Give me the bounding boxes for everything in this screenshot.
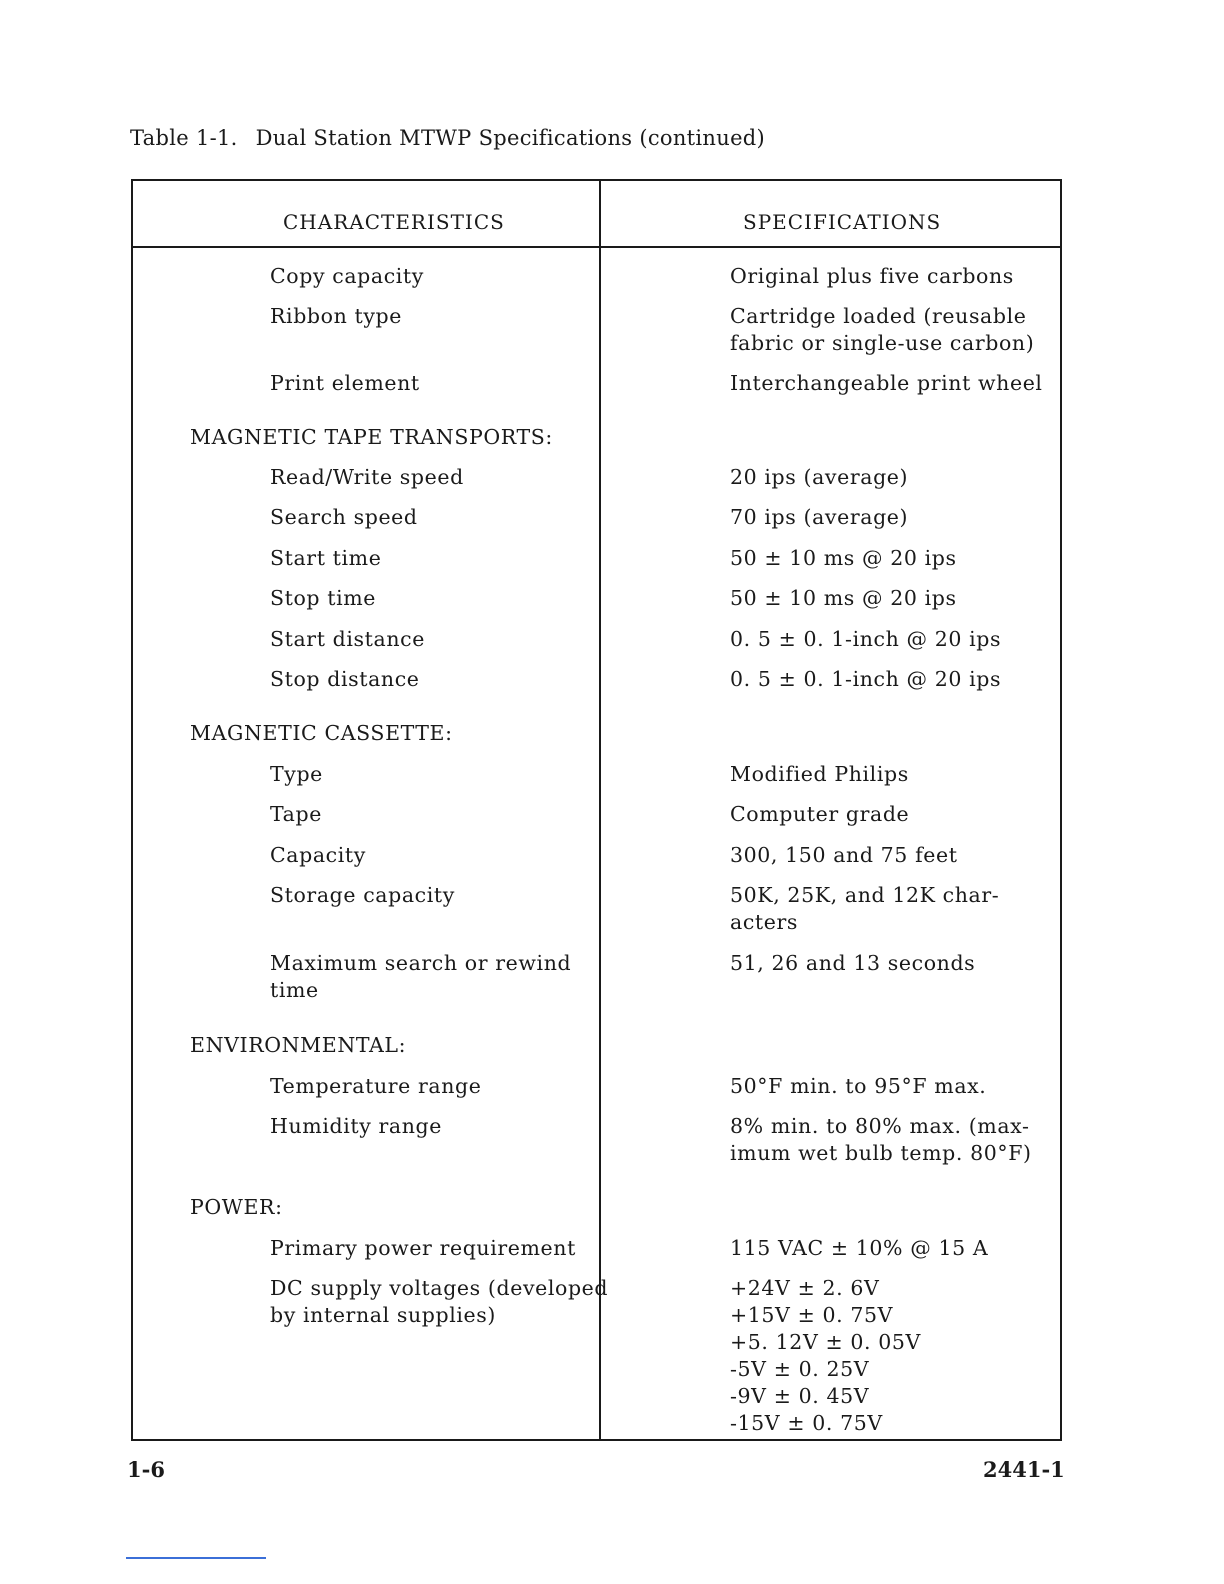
spec-ribbon-type: Cartridge loaded (reusable fabric or single-use carbon) xyxy=(730,304,1035,355)
spec-tape: Computer grade xyxy=(730,802,910,826)
characteristic-humidity-range: Humidity range xyxy=(270,1114,442,1138)
characteristic-start-distance: Start distance xyxy=(270,627,425,651)
characteristic-start-time: Start time xyxy=(270,546,382,570)
column-divider xyxy=(599,181,601,1439)
characteristic-stop-distance: Stop distance xyxy=(270,667,420,691)
spec-start-distance: 0. 5 ± 0. 1-inch @ 20 ips xyxy=(730,627,1002,651)
characteristic-print-element: Print element xyxy=(270,371,420,395)
table-title: Dual Station MTWP Specifications (continued) xyxy=(255,126,766,150)
header-characteristics: CHARACTERISTICS xyxy=(283,210,505,234)
table-caption xyxy=(130,126,765,150)
section-environmental: ENVIRONMENTAL: xyxy=(190,1033,407,1057)
page-number: 1-6 xyxy=(127,1457,165,1482)
spec-search-speed: 70 ips (average) xyxy=(730,505,909,529)
characteristic-tape: Tape xyxy=(270,802,322,826)
spec-stop-time: 50 ± 10 ms @ 20 ips xyxy=(730,586,957,610)
characteristic-ribbon-type: Ribbon type xyxy=(270,304,402,328)
header-specifications: SPECIFICATIONS xyxy=(743,210,942,234)
characteristic-storage-capacity: Storage capacity xyxy=(270,883,455,907)
spec-stop-distance: 0. 5 ± 0. 1-inch @ 20 ips xyxy=(730,667,1002,691)
table-number: Table 1-1. xyxy=(130,126,238,150)
spec-dc-supply-voltages: +24V ± 2. 6V +15V ± 0. 75V +5. 12V ± 0. 05V -5V ± 0. 25V -9V ± 0. 45V -15V ± 0. 75V xyxy=(730,1276,921,1435)
section-magnetic-cassette: MAGNETIC CASSETTE: xyxy=(190,721,453,745)
characteristic-max-search-rewind-time: Maximum search or rewind time xyxy=(270,951,572,1002)
bottom-margin-line xyxy=(126,1557,266,1559)
section-power: POWER: xyxy=(190,1195,283,1219)
spec-humidity-range: 8% min. to 80% max. (max- imum wet bulb temp. 80°F) xyxy=(730,1114,1032,1165)
characteristic-capacity: Capacity xyxy=(270,843,366,867)
document-number: 2441-1 xyxy=(983,1457,1065,1482)
spec-type: Modified Philips xyxy=(730,762,909,786)
header-rule xyxy=(133,246,1060,248)
spec-copy-capacity: Original plus five carbons xyxy=(730,264,1014,288)
specifications-table xyxy=(131,179,1062,1441)
characteristic-copy-capacity: Copy capacity xyxy=(270,264,424,288)
characteristic-temperature-range: Temperature range xyxy=(270,1074,482,1098)
spec-temperature-range: 50°F min. to 95°F max. xyxy=(730,1074,987,1098)
characteristic-primary-power: Primary power requirement xyxy=(270,1236,576,1260)
spec-read-write-speed: 20 ips (average) xyxy=(730,465,909,489)
characteristic-read-write-speed: Read/Write speed xyxy=(270,465,464,489)
section-magnetic-tape-transports: MAGNETIC TAPE TRANSPORTS: xyxy=(190,425,553,449)
spec-capacity: 300, 150 and 75 feet xyxy=(730,843,958,867)
characteristic-type: Type xyxy=(270,762,323,786)
characteristic-dc-supply-voltages: DC supply voltages (developed by internal supplies) xyxy=(270,1276,609,1327)
spec-print-element: Interchangeable print wheel xyxy=(730,371,1043,395)
characteristic-stop-time: Stop time xyxy=(270,586,377,610)
spec-primary-power: 115 VAC ± 10% @ 15 A xyxy=(730,1236,989,1260)
characteristic-search-speed: Search speed xyxy=(270,505,418,529)
spec-storage-capacity: 50K, 25K, and 12K char- acters xyxy=(730,883,1000,934)
spec-max-search-rewind-time: 51, 26 and 13 seconds xyxy=(730,951,976,975)
spec-start-time: 50 ± 10 ms @ 20 ips xyxy=(730,546,957,570)
